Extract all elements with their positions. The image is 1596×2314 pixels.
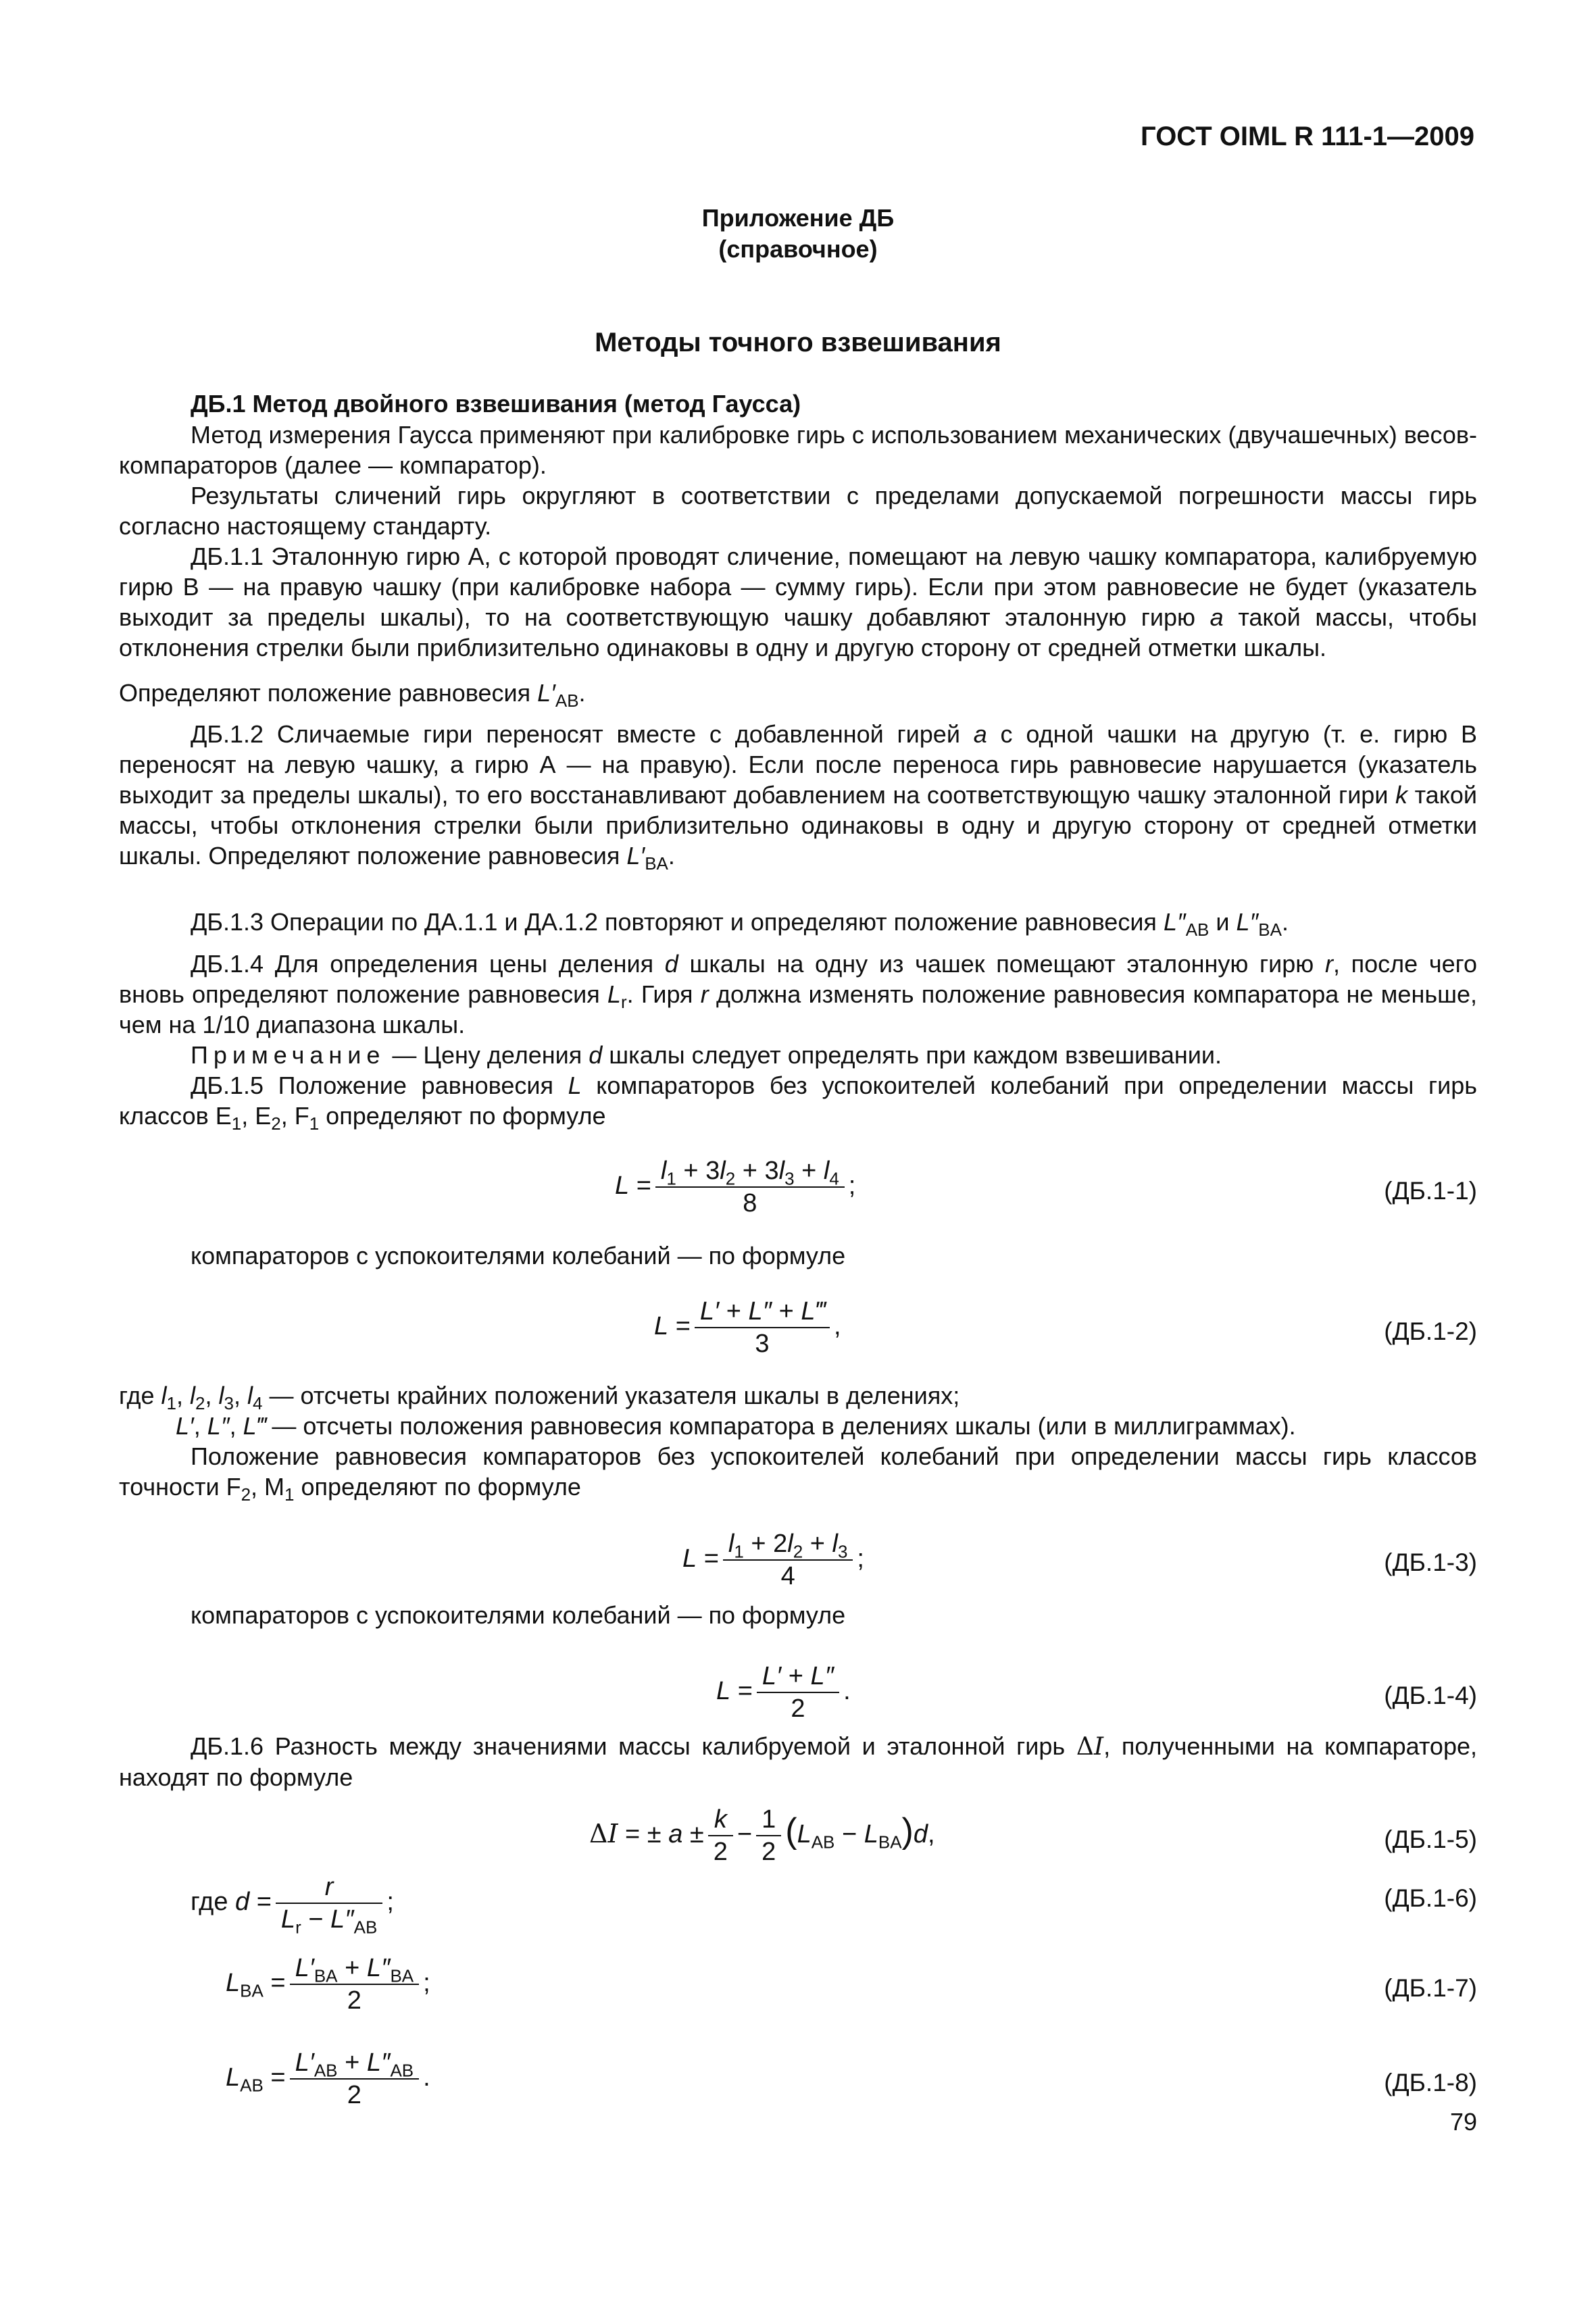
paragraph-gauss-method: Метод измерения Гаусса применяют при калибровке гирь с использованием механических (двучашечных) весов-компараторов (далее — компаратор). bbox=[119, 421, 1477, 479]
paragraph-db-1-3: ДБ.1.3 Операции по ДА.1.1 и ДА.1.2 повторяют и определяют положение равновесия $L''_{AB}$ и $L''_{BA}$. bbox=[191, 908, 1289, 940]
formula-db-1-3: L = $\frac{l_1 + 2l_2 + l_3}{4}$ ; bbox=[682, 1530, 864, 1590]
note: Примечание — Цену деления d шкалы следует определять при каждом взвешивании. bbox=[191, 1041, 1222, 1069]
formula-number-6: (ДБ.1-6) bbox=[1384, 1884, 1477, 1912]
annex-title: Приложение ДБ bbox=[701, 204, 895, 232]
section-title: Методы точного взвешивания bbox=[595, 328, 1001, 357]
paragraph-db-1-2: ДБ.1.2 Сличаемые гири переносят вместе с добавленной гирей a с одной чашки на другую (т. е. гирю В переносят на левую чашку, а гирю А — на правую). Если после переноса гирь равновесие нарушается (указатель выходит за пределы шкалы), то его восстанавливают добавлением на соответствующую чашку эталонной гири k такой массы, чтобы отклонения стрелки были приблизительно одинаковы в одну и другую сторону от средней отметки шкалы. Определяют положение равновесия $L'_{BA}$. bbox=[119, 720, 1477, 874]
formula-number-1: (ДБ.1-1) bbox=[1384, 1177, 1477, 1205]
formula-number-5: (ДБ.1-5) bbox=[1384, 1826, 1477, 1853]
paragraph-classes-f2-m1: Положение равновесия компараторов без успокоителей колебаний при определении массы гирь классов точности $F_2$, $M_1$ определяют по формуле bbox=[119, 1442, 1477, 1505]
subsection-heading: ДБ.1 Метод двойного взвешивания (метод Гаусса) bbox=[191, 390, 801, 418]
paragraph-db-1-1: ДБ.1.1 Эталонную гирю А, с которой проводят сличение, помещают на левую чашку компаратора, калибруемую гирю В — на правую чашку (при калибровке набора — сумму гирь). Если при этом равновесие не будет (указатель выходит за пределы шкалы), то на соответствующую чашку добавляют эталонную гирю a такой массы, чтобы отклонения стрелки были приблизительно одинаковы в одну и другую сторону от средней отметки шкалы. bbox=[119, 543, 1477, 661]
standard-code: ГОСТ OIML R 111-1—2009 bbox=[1141, 122, 1474, 151]
paragraph-with-dampers-2: компараторов с успокоителями колебаний — по формуле bbox=[191, 1601, 846, 1629]
formula-number-4: (ДБ.1-4) bbox=[1384, 1682, 1477, 1709]
formula-db-1-6: где d = $\frac{r}{L_r - L''_{AB}}$ ; bbox=[191, 1873, 394, 1938]
formula-number-7: (ДБ.1-7) bbox=[1384, 1974, 1477, 2002]
paragraph-db-1-5: ДБ.1.5 Положение равновесия L компараторов без успокоителей колебаний при определении массы гирь классов $E_1$, $E_2$, $F_1$ определяют по формуле bbox=[119, 1072, 1477, 1134]
formula-number-8: (ДБ.1-8) bbox=[1384, 2069, 1477, 2096]
page-number: 79 bbox=[1449, 2108, 1477, 2136]
paragraph-rounding: Результаты сличений гирь округляют в соответствии с пределами допускаемой погрешности массы гирь согласно настоящему стандарту. bbox=[119, 482, 1477, 540]
formula-db-1-5: ΔI = ± a ± $\frac{k}{2}$ − $\frac{1}{2}$ $(L_{AB} - L_{BA})d$, bbox=[589, 1805, 935, 1866]
where-readings: где $l_1$, $l_2$, $l_3$, $l_4$ — отсчеты крайних положений указателя шкалы в делениях; bbox=[119, 1382, 960, 1414]
paragraph-db-1-4: ДБ.1.4 Для определения цены деления d шкалы на одну из чашек помещают эталонную гирю r, после чего вновь определяют положение равновесия $L_r$. Гиря r должна изменять положение равновесия компаратора не меньше, чем на 1/10 диапазона шкалы. bbox=[119, 950, 1478, 1038]
paragraph-with-dampers-1: компараторов с успокоителями колебаний — по формуле bbox=[191, 1242, 846, 1269]
formula-db-1-8: $L_{AB}$ = $\frac{L'_{AB} + L''_{AB}}{2}$ . bbox=[226, 2048, 430, 2109]
formula-db-1-7: $L_{BA}$ = $\frac{L'_{BA} + L''_{BA}}{2}$ ; bbox=[226, 1954, 430, 2015]
annex-type: (справочное) bbox=[718, 235, 878, 263]
formula-db-1-4: L = $\frac{L' + L''}{2}$ . bbox=[716, 1662, 851, 1723]
paragraph-db-1-6: ДБ.1.6 Разность между значениями массы калибруемой и эталонной гирь ΔI, полученными на компараторе, находят по формуле bbox=[119, 1732, 1477, 1791]
formula-number-2: (ДБ.1-2) bbox=[1384, 1317, 1477, 1345]
where-equilibrium: L′, L″, L‴ — отсчеты положения равновесия компаратора в делениях шкалы (или в миллиграммах). bbox=[176, 1412, 1296, 1440]
formula-number-3: (ДБ.1-3) bbox=[1384, 1549, 1477, 1576]
formula-db-1-1: L = $\frac{l_1 + 3l_2 + 3l_3 + l_4}{8}$ ; bbox=[615, 1157, 856, 1217]
paragraph-equilibrium-ab: Определяют положение равновесия $L'_{AB}$. bbox=[119, 679, 586, 711]
formula-db-1-2: L = $\frac{L' + L'' + L‴}{3}$ , bbox=[654, 1297, 841, 1358]
